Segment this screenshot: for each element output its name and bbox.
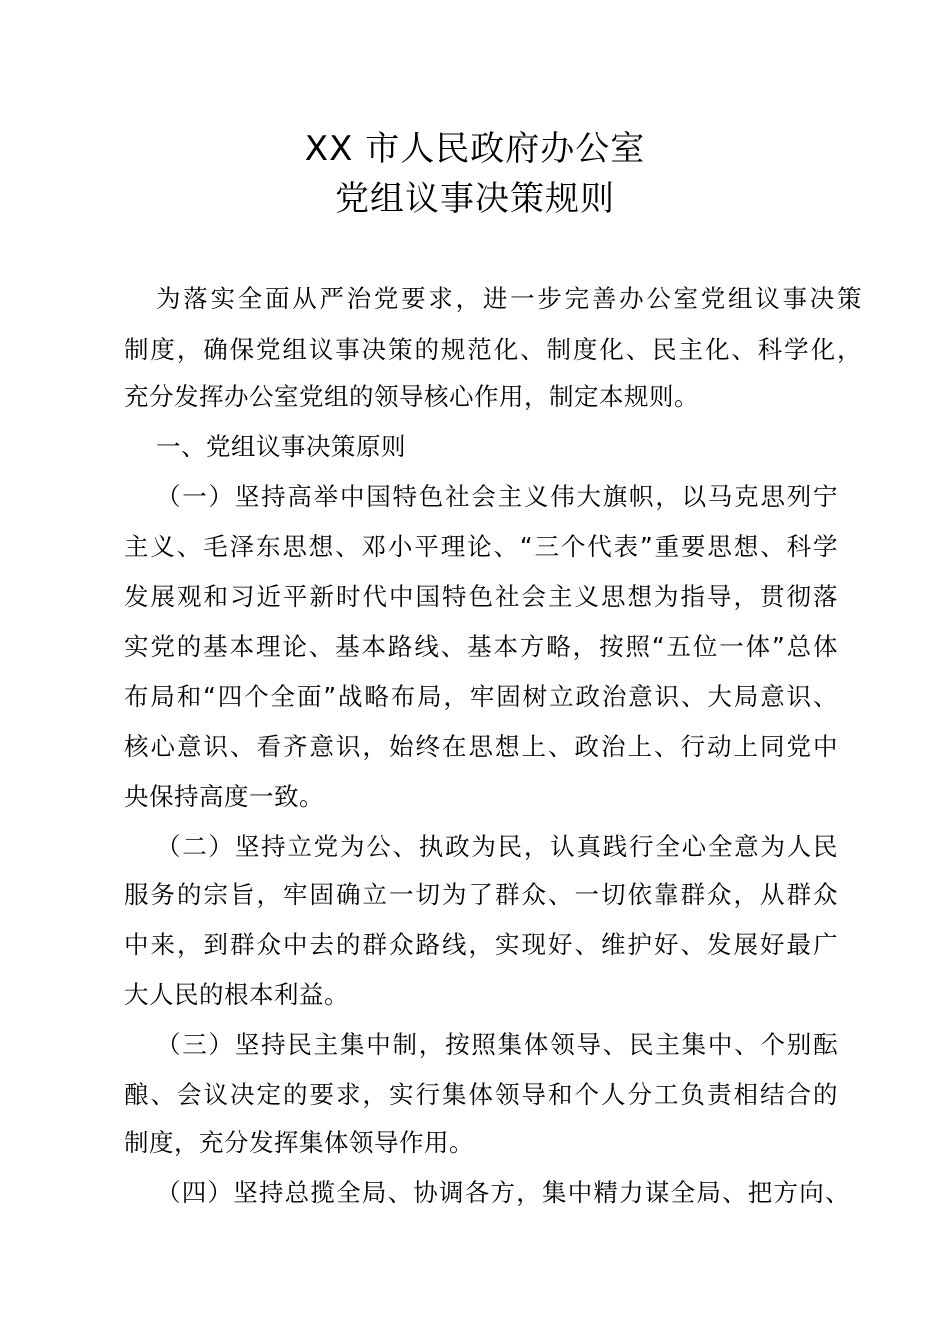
- paragraph-line: （一）坚持高举中国特色社会主义伟大旗帜，以马克思列宁: [156, 482, 838, 511]
- paragraph-line: （二）坚持立党为公、执政为民，认真践行全心全意为人民: [156, 832, 838, 861]
- paragraph-line: 大人民的根本利益。: [124, 980, 349, 1009]
- paragraph-line: （三）坚持民主集中制，按照集体领导、民主集中、个别酝: [156, 1030, 838, 1059]
- paragraph-line: 制度，充分发挥集体领导作用。: [124, 1128, 474, 1157]
- paragraph-line: 主义、毛泽东思想、邓小平理论、“三个代表”重要思想、科学: [124, 532, 838, 561]
- document-title-line-2: 党组议事决策规则: [335, 179, 615, 219]
- paragraph-line: 充分发挥办公室党组的领导核心作用，制定本规则。: [124, 382, 699, 411]
- paragraph-line: 核心意识、看齐意识，始终在思想上、政治上、行动上同党中: [124, 732, 838, 761]
- paragraph-line: 中来，到群众中去的群众路线，实现好、维护好、发展好最广: [124, 930, 838, 959]
- paragraph-line: 央保持高度一致。: [124, 782, 324, 811]
- paragraph-line: （四）坚持总揽全局、协调各方，集中精力谋全局、把方向、: [156, 1178, 850, 1207]
- paragraph-line: 布局和“四个全面”战略布局，牢固树立政治意识、大局意识、: [124, 682, 838, 711]
- document-title-line-1: XX 市人民政府办公室: [304, 129, 646, 169]
- paragraph-line: 制度，确保党组议事决策的规范化、制度化、民主化、科学化，: [124, 335, 862, 364]
- paragraph-line: 实党的基本理论、基本路线、基本方略，按照“五位一体”总体: [124, 632, 838, 661]
- section-heading: 一、党组议事决策原则: [156, 432, 406, 461]
- paragraph-line: 酿、会议决定的要求，实行集体领导和个人分工负责相结合的: [124, 1080, 838, 1109]
- paragraph-line: 为落实全面从严治党要求，进一步完善办公室党组议事决策: [156, 284, 862, 313]
- paragraph-line: 服务的宗旨，牢固确立一切为了群众、一切依靠群众，从群众: [124, 880, 838, 909]
- paragraph-line: 发展观和习近平新时代中国特色社会主义思想为指导，贯彻落: [124, 582, 838, 611]
